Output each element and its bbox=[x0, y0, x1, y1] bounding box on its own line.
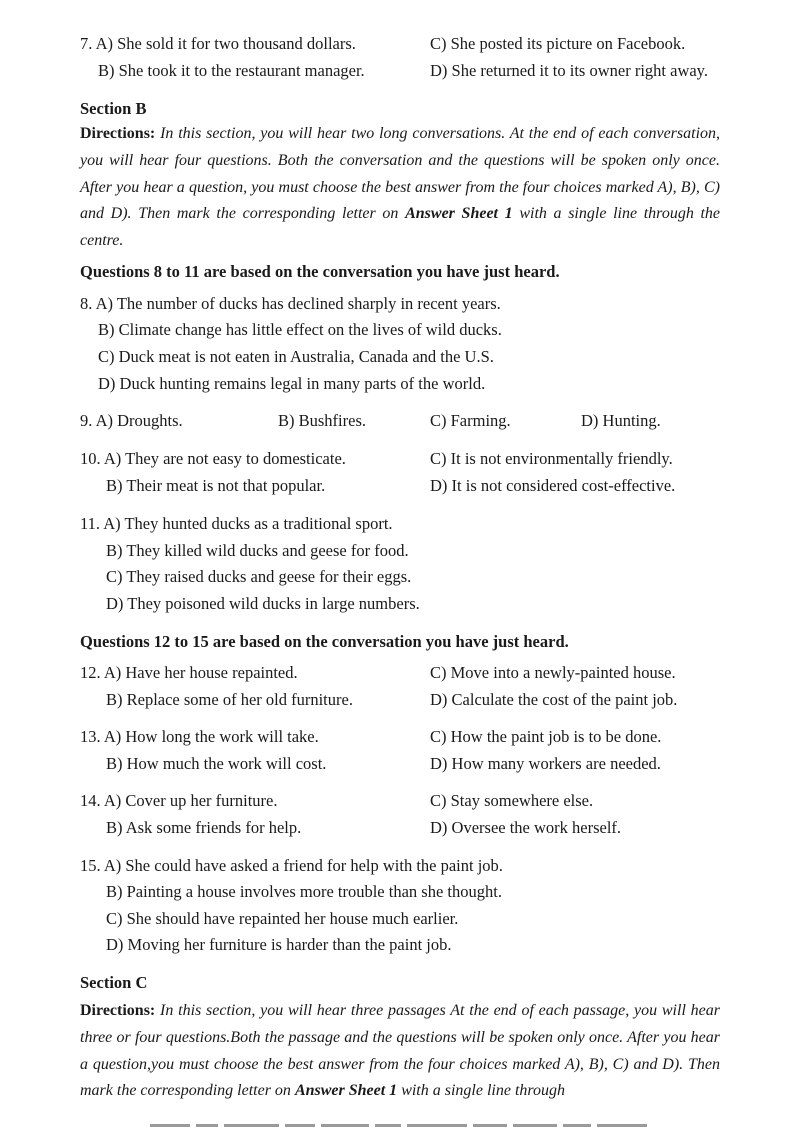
group-heading: Questions 8 to 11 are based on the conversation you have just heard. bbox=[80, 262, 560, 281]
q15-option-d: D) Moving her furniture is harder than the paint job. bbox=[106, 935, 452, 954]
directions-text: with a single line through the centre. bbox=[80, 205, 721, 250]
section-c-title: Section C bbox=[80, 973, 148, 992]
q13-option-c: C) How the paint job is to be done. bbox=[430, 727, 662, 746]
section-b-directions bbox=[80, 121, 720, 255]
q12-option-c: C) Move into a newly-painted house. bbox=[430, 663, 676, 682]
q13-option-d: D) How many workers are needed. bbox=[430, 754, 661, 773]
cutoff-text-line bbox=[150, 1124, 670, 1132]
q14-option-a: 14. A) Cover up her furniture. bbox=[80, 791, 278, 810]
q10-option-a: 10. A) They are not easy to domesticate. bbox=[80, 449, 346, 468]
answer-sheet-ref: Answer Sheet 1 bbox=[294, 1082, 398, 1100]
q12-option-b: B) Replace some of her old furniture. bbox=[106, 690, 353, 709]
q8-option-c: C) Duck meat is not eaten in Australia, Canada and the U.S. bbox=[98, 347, 494, 366]
q10-option-b: B) Their meat is not that popular. bbox=[106, 476, 326, 495]
q9-option-c: C) Farming. bbox=[430, 411, 511, 430]
q14-option-d: D) Oversee the work herself. bbox=[430, 818, 622, 837]
directions-label: Directions: bbox=[80, 1002, 156, 1019]
section-c-directions bbox=[80, 998, 720, 1105]
q7-option-b: B) She took it to the restaurant manager. bbox=[98, 61, 365, 80]
q14-option-c: C) Stay somewhere else. bbox=[430, 791, 594, 810]
q14-option-b: B) Ask some friends for help. bbox=[106, 818, 302, 837]
q9-option-a: 9. A) Droughts. bbox=[80, 411, 183, 430]
q13-option-b: B) How much the work will cost. bbox=[106, 754, 327, 773]
q15-option-b: B) Painting a house involves more trouble than she thought. bbox=[106, 882, 502, 901]
directions-text: with a single line through bbox=[401, 1082, 566, 1100]
q8-option-d: D) Duck hunting remains legal in many parts of the world. bbox=[98, 374, 486, 393]
q7-option-c: C) She posted its picture on Facebook. bbox=[430, 34, 686, 53]
q11-option-c: C) They raised ducks and geese for their eggs. bbox=[106, 567, 412, 586]
q7-option-d: D) She returned it to its owner right away. bbox=[430, 61, 708, 80]
q9-option-b: B) Bushfires. bbox=[278, 411, 366, 430]
q11-option-b: B) They killed wild ducks and geese for food. bbox=[106, 541, 409, 560]
q8-option-a: 8. A) The number of ducks has declined sharply in recent years. bbox=[80, 294, 501, 313]
q11-option-a: 11. A) They hunted ducks as a traditional sport. bbox=[80, 514, 393, 533]
section-b-title: Section B bbox=[80, 99, 147, 118]
q11-option-d: D) They poisoned wild ducks in large numbers. bbox=[106, 594, 420, 613]
answer-sheet-ref: Answer Sheet 1 bbox=[405, 205, 513, 223]
directions-label: Directions: bbox=[80, 125, 156, 142]
directions-text: In this section, you will hear two long conversations. At the end of each conversation, you will hear four questions. Both the conversation and the questions will be spoken only once. After you hear a question, you must choose the best answer from the four choices marked A), B), C) and D). Then mark the corresponding letter on bbox=[80, 125, 721, 223]
q15-option-c: C) She should have repainted her house much earlier. bbox=[106, 909, 459, 928]
q7-option-a: 7. A) She sold it for two thousand dollars. bbox=[80, 34, 356, 53]
q12-option-d: D) Calculate the cost of the paint job. bbox=[430, 690, 678, 709]
q15-option-a: 15. A) She could have asked a friend for help with the paint job. bbox=[80, 856, 503, 875]
directions-text: In this section, you will hear three passages At the end of each passage, you will hear three or four questions.Both the passage and the questions will be spoken only once. After you hear a question,you must choose the best answer from the four choices marked A), B), C) and D). Then mark the corresponding letter on bbox=[80, 1002, 721, 1100]
q9-option-d: D) Hunting. bbox=[581, 411, 661, 430]
q8-option-b: B) Climate change has little effect on the lives of wild ducks. bbox=[98, 320, 502, 339]
q10-option-d: D) It is not considered cost-effective. bbox=[430, 476, 676, 495]
q13-option-a: 13. A) How long the work will take. bbox=[80, 727, 319, 746]
group-heading: Questions 12 to 15 are based on the conversation you have just heard. bbox=[80, 632, 569, 651]
q10-option-c: C) It is not environmentally friendly. bbox=[430, 449, 673, 468]
q12-option-a: 12. A) Have her house repainted. bbox=[80, 663, 298, 682]
